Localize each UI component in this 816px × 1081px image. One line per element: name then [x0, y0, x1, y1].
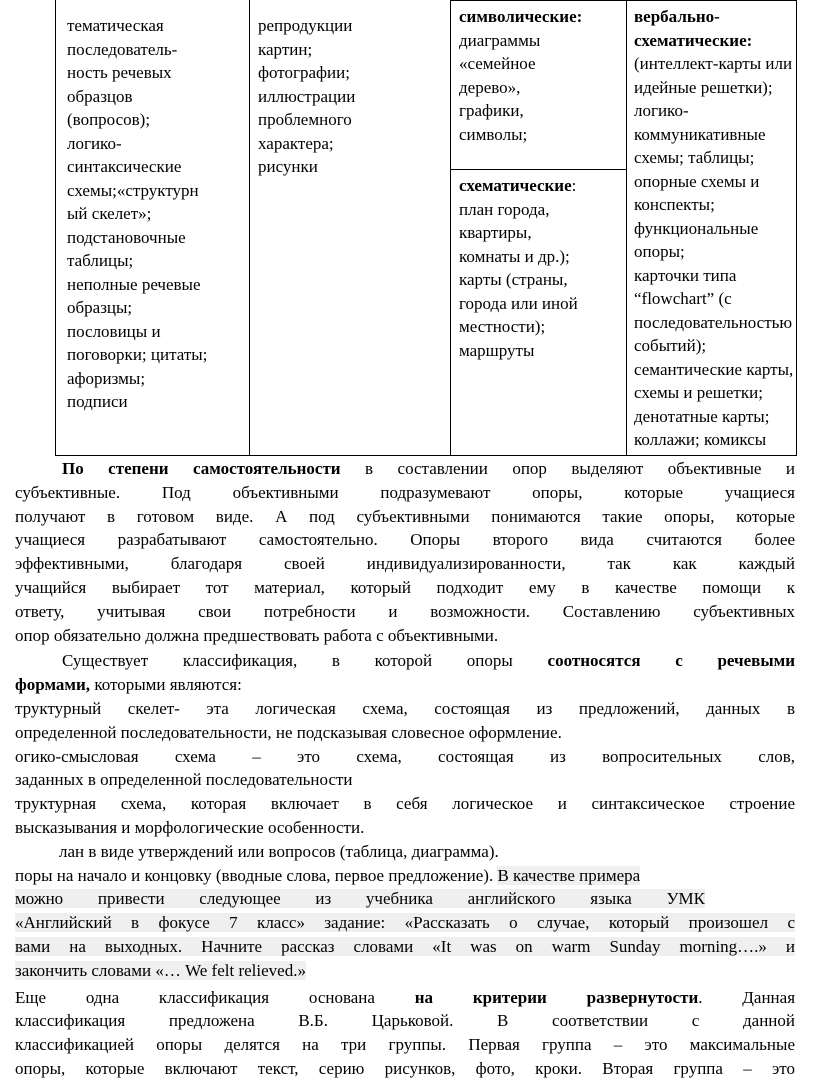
list-line: заданных в определенной последовательности	[15, 770, 353, 790]
bold-phrase: По степени самостоятельности	[62, 459, 341, 478]
cell-line: последователь-	[67, 39, 178, 59]
cell-line: подписи	[67, 392, 128, 411]
cell-line: маршруты	[459, 340, 535, 360]
list-line: труктурная схема, которая включает в себя логическое и синтаксическое строение	[15, 794, 795, 814]
classification-table	[55, 0, 797, 456]
cell-line: синтаксические	[67, 157, 182, 176]
cell-line: неполные речевые	[67, 274, 201, 294]
highlighted-text: закончить словами «… We felt relieved.»	[15, 960, 306, 980]
paragraph-line: учащиеся разрабатывают самостоятельно. Опоры второго вида считаются более	[15, 530, 795, 550]
cell-line: проблемного	[258, 110, 352, 129]
document-body	[15, 457, 795, 1081]
cell-line: “flowchart” (с	[634, 289, 732, 308]
bold-phrase: соотносятся с речевыми	[547, 651, 795, 671]
cell-line: рисунки	[258, 157, 318, 176]
cell-line: (вопросов);	[67, 110, 151, 129]
cell-line: ый скелет»;	[67, 204, 152, 223]
cell-line: карты (страны,	[459, 270, 568, 289]
verbal-schematic-cell	[627, 0, 797, 455]
cell-line: таблицы;	[67, 251, 134, 270]
cell-line: поговорки; цитаты;	[67, 345, 208, 364]
table-column-4	[626, 0, 797, 455]
cell-line: конспекты;	[634, 195, 715, 214]
list-line: огико-смысловая схема – это схема, состоящая из вопросительных слов,	[15, 746, 795, 766]
list-line: труктурный скелет- эта логическая схема, состоящая из предложений, данных в	[15, 698, 795, 718]
cell-line: города или иной	[459, 293, 578, 313]
paragraph-line: эффективными, благодаря своей индивидуализированности, так как каждый	[15, 554, 795, 574]
schematic-heading: схематические	[459, 176, 572, 195]
cell-line: диаграммы	[459, 30, 541, 50]
cell-line: идейные решетки);	[634, 77, 773, 97]
cell-line: тематическая	[67, 16, 164, 35]
cell-line: афоризмы;	[67, 368, 146, 388]
cell-line: квартиры,	[459, 223, 532, 242]
cell-line: ность речевых	[67, 63, 172, 82]
cell-line: событий);	[634, 336, 707, 355]
bold-phrase: формами,	[15, 675, 91, 695]
cell-line: коммуникативные	[634, 124, 766, 144]
cell-line: комнаты и др.);	[459, 246, 570, 266]
cell-line: местности);	[459, 317, 546, 336]
paragraph-line: учащийся выбирает тот материал, который подходит ему в качестве помощи к	[15, 577, 795, 597]
cell-line: характера;	[258, 133, 334, 153]
symbolic-cell	[451, 0, 627, 170]
list-line	[15, 887, 795, 911]
verbal-heading-1: вербально-	[634, 7, 720, 26]
cell-line: схемы;«структурн	[67, 180, 199, 200]
list-line	[15, 959, 795, 983]
cell-line: последовательностью	[634, 312, 793, 332]
cell-line: образцов	[67, 86, 133, 106]
paragraph-line: получают в готовом виде. А под субъективными понимаются такие опоры, которые	[15, 506, 795, 526]
bold-phrase: на критерии развернутости	[414, 987, 699, 1007]
list-line: определенной последовательности, не подсказывая словесное оформление.	[15, 722, 562, 742]
paragraph-line: опоры, которые включают текст, серию рисунков, фото, кроки. Вторая группа – это	[15, 1058, 795, 1078]
list-line: поры на начало и концовку (вводные слова, первое предложение). В качестве примера	[15, 865, 641, 885]
cell-line: «семейное	[459, 54, 536, 73]
cell-line: репродукции	[258, 16, 353, 35]
paragraph-line: субъективные. Под объективными подразумевают опоры, которые учащиеся	[15, 482, 795, 502]
paragraph-line: классификацией опоры делятся на три группы. Первая группа – это максимальные	[15, 1035, 795, 1055]
cell-line: опоры;	[634, 242, 685, 261]
paragraph-line: ответу, учитывая свои потребности и возможности. Составлению субъективных	[15, 601, 795, 621]
table-column-3	[450, 0, 627, 455]
table-column-2	[249, 0, 451, 455]
highlighted-text: можно привести следующее из учебника английского языка УМК	[15, 889, 705, 909]
paragraph-line: Еще одна классификация основана на критерии развернутости. Данная	[15, 987, 795, 1007]
cell-line: коллажи; комиксы	[634, 430, 767, 449]
paragraph-line: классификация предложена В.Б. Царьковой. В соответствии с данной	[15, 1011, 795, 1031]
schematic-heading-colon: :	[571, 176, 577, 195]
schematic-cell	[451, 170, 627, 362]
cell-line: план города,	[459, 199, 550, 219]
cell-line: логико-	[634, 101, 689, 120]
column-2-cell	[250, 0, 451, 179]
cell-line: графики,	[459, 101, 524, 120]
cell-line: логико-	[67, 133, 122, 153]
cell-line: функциональные	[634, 218, 759, 238]
cell-line: (интеллект-карты или	[634, 54, 793, 73]
cell-line: пословицы и	[67, 321, 161, 341]
paragraph-line: опор обязательно должна предшествовать работа с объективными.	[15, 625, 499, 645]
paragraph-line: Существует классификация, в которой опоры соотносятся с речевыми	[62, 651, 795, 671]
verbal-heading-2: схематические:	[634, 30, 753, 50]
paragraph-line: формами, которыми являются:	[15, 675, 242, 695]
list-line	[15, 911, 795, 935]
cell-line: схемы; таблицы;	[634, 148, 755, 167]
cell-line: символы;	[459, 124, 528, 144]
cell-line: опорные схемы и	[634, 171, 760, 191]
list-line	[15, 935, 795, 959]
list-line: лан в виде утверждений или вопросов (таблица, диаграмма).	[59, 841, 499, 861]
cell-line: семантические карты,	[634, 359, 794, 379]
highlighted-text: вами на выходных. Начните рассказ словами «It was on warm Sunday morning….» и	[15, 936, 795, 956]
cell-line: фотографии;	[258, 63, 350, 82]
cell-line: карточки типа	[634, 265, 737, 285]
cell-line: схемы и решетки;	[634, 383, 763, 402]
highlighted-text: «Английский в фокусе 7 класс» задание: «Рассказать о случае, который произошел с	[15, 913, 795, 933]
table-column-1	[56, 0, 249, 455]
cell-line: дерево»,	[459, 77, 521, 97]
column-1-cell	[56, 0, 249, 414]
highlighted-text: В качестве примера	[497, 865, 641, 885]
list-line: высказывания и морфологические особенности.	[15, 817, 365, 837]
symbolic-heading: символические:	[459, 7, 583, 26]
cell-line: денотатные карты;	[634, 406, 770, 426]
cell-line: подстановочные	[67, 227, 186, 247]
paragraph-line: По степени самостоятельности в составлении опор выделяют объективные и	[62, 459, 795, 478]
cell-line: иллюстрации	[258, 86, 356, 106]
cell-line: картин;	[258, 39, 313, 59]
cell-line: образцы;	[67, 298, 133, 317]
